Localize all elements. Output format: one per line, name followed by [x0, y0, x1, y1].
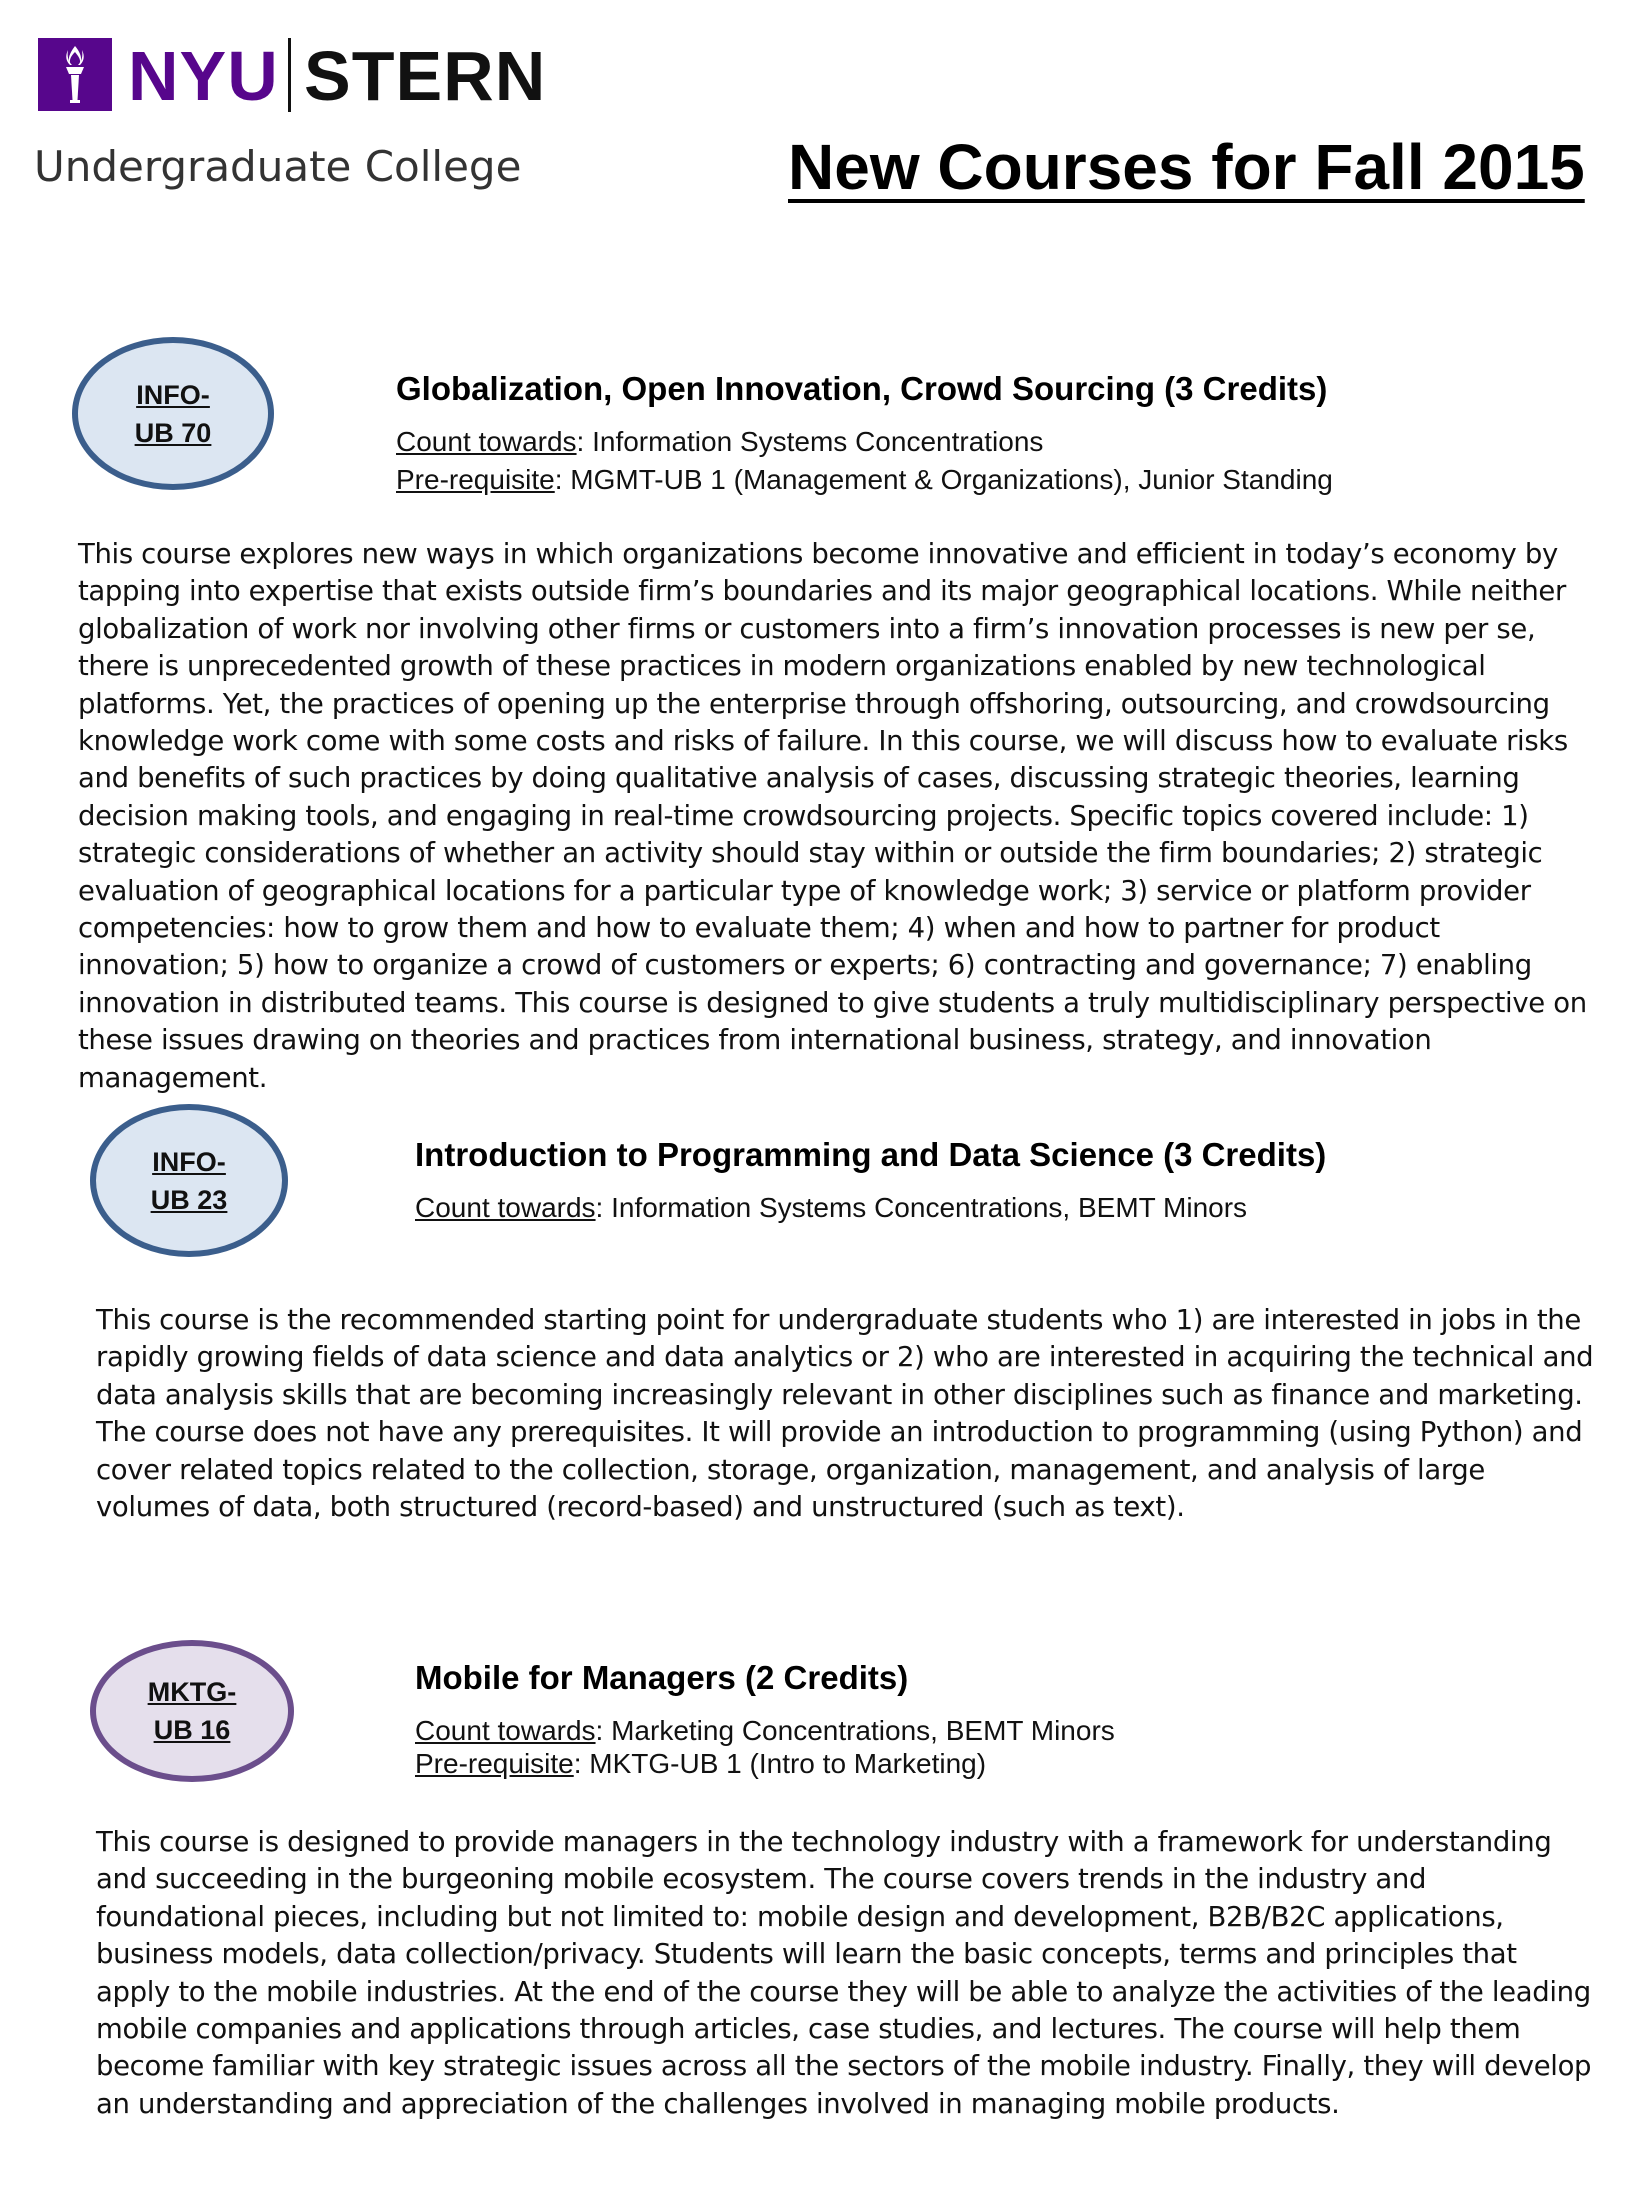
- count-towards-label: Count towards: [396, 426, 577, 457]
- course-description: This course is the recommended starting point for undergraduate students who 1) are interested in jobs in the rapidly growing fields of data science and data analytics or 2) who are interested in acquiring the technical and data analysis skills that are becoming increasingly relevant in other disciplines such as finance and marketing. The course does not have any prerequisites. It will provide an introduction to programming (using Python) and cover related topics related to the collection, storage, organization, management, and analysis of large volumes of data, both structured (record-based) and unstructured (such as text).: [96, 1304, 1594, 1524]
- course-count-towards: [396, 423, 1043, 461]
- count-towards-value: : Information Systems Concentrations: [576, 426, 1044, 457]
- logo-subtitle: Undergraduate College: [34, 142, 522, 191]
- course-code-line2: UB 16: [153, 1715, 231, 1745]
- count-towards-value: : Marketing Concentrations, BEMT Minors: [595, 1715, 1115, 1746]
- nyu-torch-icon: [38, 38, 112, 111]
- logo-stern-text: STERN: [304, 37, 547, 115]
- course-code-badge: [90, 1640, 294, 1782]
- prerequisite-label: Pre-requisite: [396, 464, 555, 495]
- prerequisite-value: : MGMT-UB 1 (Management & Organizations), Junior Standing: [554, 464, 1333, 495]
- page-title: New Courses for Fall 2015: [788, 131, 1585, 203]
- course-code-line1: MKTG-: [147, 1677, 237, 1707]
- course-code-badge: [90, 1104, 288, 1257]
- course-code-line1: INFO-: [136, 379, 210, 410]
- course-title: Globalization, Open Innovation, Crowd Sourcing (3 Credits): [396, 370, 1328, 407]
- count-towards-value: : Information Systems Concentrations, BEMT Minors: [595, 1192, 1248, 1223]
- course-count-towards: [415, 1189, 1247, 1227]
- prerequisite-label: Pre-requisite: [415, 1748, 574, 1779]
- course-description: This course explores new ways in which organizations become innovative and efficient in today’s economy by tapping into expertise that exists outside firm’s boundaries and its major geographical locations. While neither globalization of work nor involving other firms or customers into a firm’s innovation processes is new per se, there is unprecedented growth of these practices in modern organizations enabled by new technological platforms. Yet, the practices of opening up the enterprise through offshoring, outsourcing, and crowdsourcing knowledge work come with some costs and risks of failure. In this course, we will discuss how to evaluate risks and benefits of such practices by doing qualitative analysis of cases, discussing strategic theories, learning decision making tools, and engaging in real-time crowdsourcing projects. Specific topics covered include: 1) strategic considerations of whether an activity should stay within or outside the firm boundaries; 2) strategic evaluation of geographical locations for a particular type of knowledge work; 3) service or platform provider competencies: how to grow them and how to evaluate them; 4) when and how to partner for product innovation; 5) how to organize a crowd of customers or experts; 6) contracting and governance; 7) enabling innovation in distributed teams. This course is designed to give students a truly multidisciplinary perspective on these issues drawing on theories and practices from international business, strategy, and innovation management.: [78, 538, 1587, 1094]
- logo-nyu-text: NYU: [128, 37, 279, 115]
- logo-divider: [288, 38, 291, 112]
- course-code-line2: UB 23: [150, 1184, 228, 1215]
- count-towards-label: Count towards: [415, 1192, 596, 1223]
- course-code-badge: [72, 337, 274, 490]
- course-description: This course is designed to provide managers in the technology industry with a framework for understanding and succeeding in the burgeoning mobile ecosystem. The course covers trends in the industry and foundational pieces, including but not limited to: mobile design and development, B2B/B2C applications, business models, data collection/privacy. Students will learn the basic concepts, terms and principles that apply to the mobile industries. At the end of the course they will be able to analyze the activities of the leading mobile companies and applications through articles, case studies, and lectures. The course will help them become familiar with key strategic issues across all the sectors of the mobile industry. Finally, they will develop an understanding and appreciation of the challenges involved in managing mobile products.: [96, 1826, 1592, 2120]
- course-title: Mobile for Managers (2 Credits): [415, 1659, 909, 1696]
- course-prerequisite: [396, 461, 1333, 499]
- course-code-line2: UB 70: [134, 417, 212, 448]
- count-towards-label: Count towards: [415, 1715, 596, 1746]
- prerequisite-value: : MKTG-UB 1 (Intro to Marketing): [573, 1748, 987, 1779]
- course-code-line1: INFO-: [152, 1146, 226, 1177]
- course-prerequisite: [415, 1745, 986, 1783]
- course-title: Introduction to Programming and Data Science (3 Credits): [415, 1136, 1327, 1173]
